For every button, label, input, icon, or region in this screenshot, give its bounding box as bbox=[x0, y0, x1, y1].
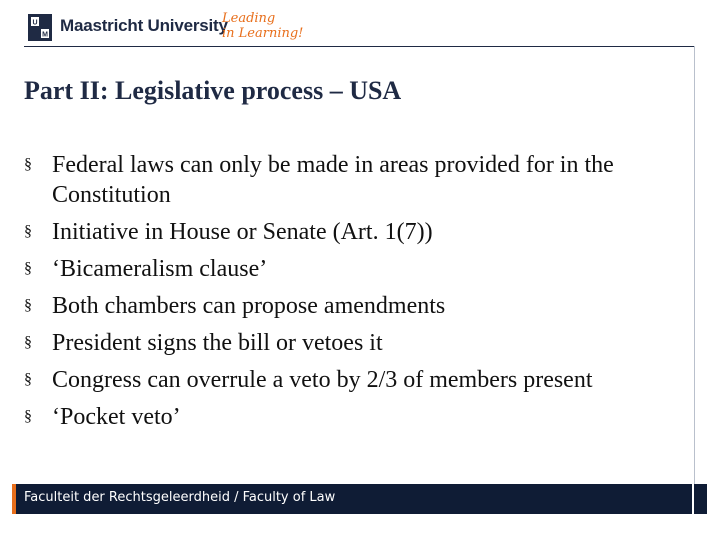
bullet-item bbox=[24, 150, 690, 210]
tagline-line2: in Learning! bbox=[222, 26, 304, 41]
bullet-text: Both chambers can propose amendments bbox=[52, 293, 446, 319]
bullet-item bbox=[24, 328, 690, 358]
svg-text:U: U bbox=[32, 19, 38, 27]
bullet-text: Congress can overrule a veto by 2/3 of members present bbox=[52, 367, 593, 393]
svg-text:M: M bbox=[42, 31, 48, 39]
tagline-line1: Leading bbox=[222, 11, 276, 26]
bullet-marker: § bbox=[24, 334, 32, 351]
bullet-list bbox=[24, 150, 690, 439]
bullet-item bbox=[24, 254, 690, 284]
bullet-item bbox=[24, 402, 690, 432]
bullet-text: Federal laws can only be made in areas provided for in the Constitution bbox=[52, 152, 614, 208]
slide-title: Part II: Legislative process – USA bbox=[24, 76, 402, 105]
bullet-marker: § bbox=[24, 408, 32, 425]
bullet-marker: § bbox=[24, 223, 32, 240]
bullet-text: President signs the bill or vetoes it bbox=[52, 330, 383, 356]
tagline bbox=[218, 8, 304, 42]
bullet-text: Initiative in House or Senate (Art. 1(7)) bbox=[52, 219, 433, 245]
bullet-marker: § bbox=[24, 260, 32, 277]
right-divider bbox=[694, 46, 695, 486]
brand-name: Maastricht University bbox=[60, 16, 228, 35]
bullet-item bbox=[24, 365, 690, 395]
bullet-text: ‘Pocket veto’ bbox=[52, 404, 181, 430]
bullet-text: ‘Bicameralism clause’ bbox=[52, 256, 268, 282]
bullet-item bbox=[24, 217, 690, 247]
um-logo-icon bbox=[28, 14, 52, 41]
footer-text: Faculteit der Rechtsgeleerdheid / Faculty of Law bbox=[24, 490, 336, 505]
footer-accent bbox=[12, 484, 16, 514]
footer-end-block bbox=[692, 484, 707, 514]
bullet-marker: § bbox=[24, 297, 32, 314]
bullet-marker: § bbox=[24, 371, 32, 388]
bullet-item bbox=[24, 291, 690, 321]
bullet-marker: § bbox=[24, 156, 32, 173]
header-divider bbox=[24, 46, 694, 47]
